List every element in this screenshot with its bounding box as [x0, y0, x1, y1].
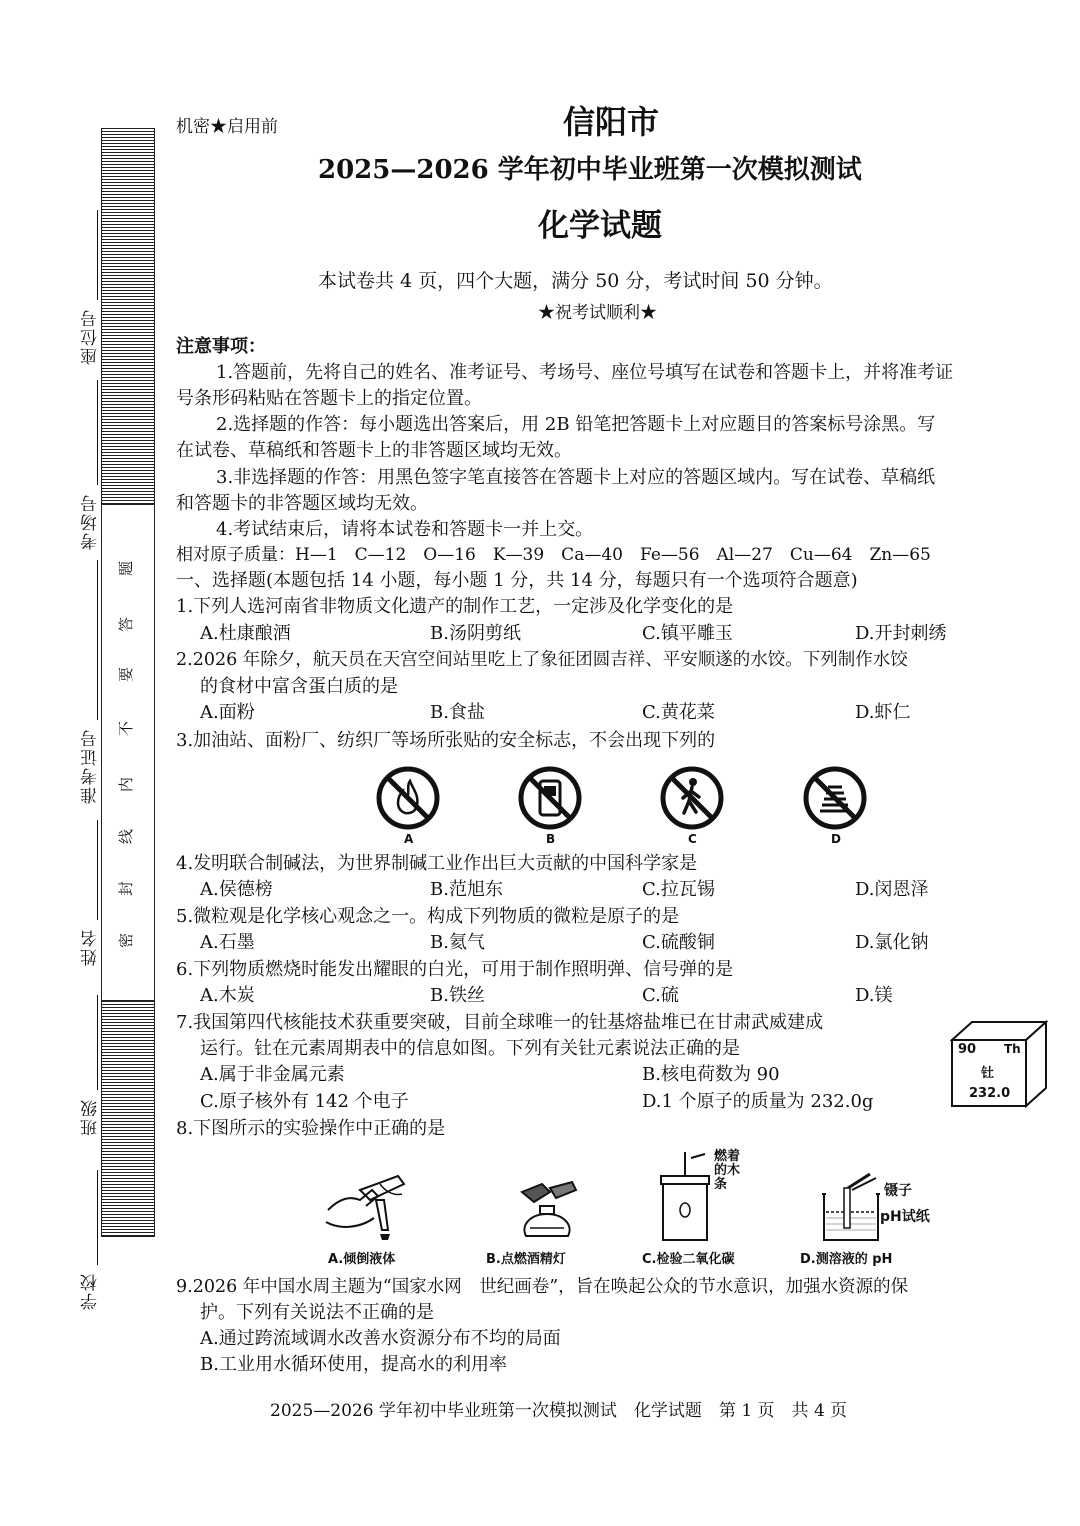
q3-stem: 3.加油站、面粉厂、纺织厂等场所张贴的安全标志，不会出现下列的 — [176, 730, 716, 751]
exam-room-label: 考场号 — [81, 493, 101, 550]
co2-test-icon — [655, 1150, 715, 1242]
name-label: 姓名 — [81, 928, 101, 966]
q6-option-a: A.木炭 — [200, 985, 255, 1006]
q8-caption-d: D.测溶液的 pH — [800, 1252, 893, 1267]
seat-line — [97, 210, 98, 300]
q7-option-c: C.原子核外有 142 个电子 — [200, 1091, 409, 1112]
q5-option-d: D.氯化钠 — [855, 932, 929, 953]
exam-info: 本试卷共 4 页，四个大题，满分 50 分，考试时间 50 分钟。 — [318, 270, 833, 292]
subject-title: 化学试题 — [538, 208, 662, 244]
q3-label-c: C — [688, 832, 697, 846]
q8-caption-a: A.倾倒液体 — [328, 1252, 396, 1267]
q1-option-a: A.杜康酿酒 — [200, 623, 291, 644]
section-1-title: 一、选择题(本题包括 14 小题，每小题 1 分，共 14 分，每题只有一个选项符合题意) — [176, 570, 858, 591]
element-mass: 232.0 — [969, 1086, 1011, 1101]
room-line — [97, 380, 98, 485]
page-footer: 2025—2026 学年初中毕业班第一次模拟测试 化学试题 第 1 页 共 4 页 — [270, 1401, 848, 1421]
no-fire-sign-icon — [375, 765, 441, 831]
q2-stem-line1: 2.2026 年除夕，航天员在天宫空间站里吃上了象征团圆吉祥、平安顺遂的水饺。下列制作水饺 — [176, 650, 908, 670]
seal-char-5: 不 — [117, 720, 136, 737]
element-symbol: Th — [1004, 1042, 1021, 1056]
q4-option-c: C.拉瓦锡 — [642, 879, 715, 900]
q5-option-c: C.硫酸铜 — [642, 932, 715, 953]
school-line — [97, 1170, 98, 1265]
q8-caption-c: C.检验二氧化碳 — [642, 1252, 735, 1267]
q8-caption-b: B.点燃酒精灯 — [486, 1252, 566, 1267]
q2-stem-line2: 的食材中富含蛋白质的是 — [200, 676, 398, 697]
q7-option-d: D.1 个原子的质量为 232.0g — [642, 1091, 874, 1112]
binding-strip-bottom — [101, 1000, 155, 1237]
q8-stem: 8.下图所示的实验操作中正确的是 — [176, 1118, 446, 1139]
seal-strip — [101, 503, 155, 1000]
q7-stem-line1: 7.我国第四代核能技术获重要突破，目前全球唯一的钍基熔盐堆已在甘肃武威建成 — [176, 1012, 824, 1033]
seal-char-6: 要 — [117, 666, 136, 683]
pour-liquid-icon — [320, 1170, 420, 1242]
notice-title: 注意事项： — [176, 336, 266, 357]
q5-option-a: A.石墨 — [200, 932, 255, 953]
q6-option-b: B.铁丝 — [430, 985, 485, 1006]
q4-option-d: D.闵恩泽 — [855, 879, 929, 900]
q5-option-b: B.氦气 — [430, 932, 485, 953]
notice-item-3a: 3.非选择题的作答：用黑色签字笔直接答在答题卡上对应的答题区域内。写在试卷、草稿纸 — [216, 467, 936, 488]
q1-option-d: D.开封刺绣 — [855, 623, 947, 644]
q6-stem: 6.下列物质燃烧时能发出耀眼的白光，可用于制作照明弹、信号弹的是 — [176, 959, 734, 980]
no-stacking-sign-icon — [802, 765, 868, 831]
q1-option-c: C.镇平雕玉 — [642, 623, 733, 644]
q9-option-a: A.通过跨流域调水改善水资源分布不均的局面 — [200, 1328, 561, 1349]
no-pedestrian-sign-icon — [659, 765, 725, 831]
q6-option-c: C.硫 — [642, 985, 679, 1006]
notice-item-4: 4.考试结束后，请将本试卷和答题卡一并上交。 — [216, 519, 594, 540]
notice-item-1a: 1.答题前，先将自己的姓名、准考证号、考场号、座位号填写在试卷和答题卡上，并将准考证 — [216, 362, 954, 383]
city-title: 信阳市 — [563, 103, 660, 141]
q7-stem-line2: 运行。钍在元素周期表中的信息如图。下列有关钍元素说法正确的是 — [200, 1038, 740, 1059]
q2-option-d: D.虾仁 — [855, 702, 911, 723]
wish-line: ★祝考试顺利★ — [538, 303, 657, 323]
q4-option-a: A.侯德榜 — [200, 879, 273, 900]
q9-stem-line2: 护。下列有关说法不正确的是 — [200, 1302, 434, 1323]
burning-stick-annotation: 燃着的木条 — [714, 1149, 741, 1192]
q5-stem: 5.微粒观是化学核心观念之一。构成下列物质的微粒是原子的是 — [176, 906, 680, 927]
element-name: 钍 — [981, 1066, 995, 1081]
seal-char-4: 内 — [117, 776, 136, 793]
tweezers-annotation: 镊子 — [884, 1183, 912, 1199]
exam-title: 2025—2026 学年初中毕业班第一次模拟测试 — [318, 155, 862, 185]
ticket-line — [97, 560, 98, 720]
q2-option-c: C.黄花菜 — [642, 702, 715, 723]
q9-stem-line1: 9.2026 年中国水周主题为“国家水网 世纪画卷”，旨在唤起公众的节水意识，加强水资源的保 — [176, 1277, 909, 1297]
seal-char-3: 线 — [117, 828, 136, 845]
no-phone-sign-icon — [517, 765, 583, 831]
seal-char-7: 答 — [117, 616, 136, 633]
q4-option-b: B.范旭东 — [430, 879, 503, 900]
seal-char-8: 题 — [117, 560, 136, 577]
class-line — [97, 995, 98, 1090]
q4-stem: 4.发明联合制碱法，为世界制碱工业作出巨大贡献的中国科学家是 — [176, 853, 698, 874]
q2-option-a: A.面粉 — [200, 702, 255, 723]
seal-char-2: 封 — [117, 880, 136, 897]
alcohol-lamp-icon — [512, 1178, 582, 1244]
binding-strip-top — [101, 128, 155, 505]
seal-char-1: 密 — [117, 932, 136, 949]
q7-option-b: B.核电荷数为 90 — [642, 1064, 780, 1085]
ph-test-icon — [818, 1172, 888, 1244]
q3-label-d: D — [831, 832, 841, 846]
q7-option-a: A.属于非金属元素 — [200, 1064, 345, 1085]
ph-paper-annotation: pH试纸 — [880, 1209, 930, 1225]
q6-option-d: D.镁 — [855, 985, 893, 1006]
school-label: 学校 — [81, 1272, 101, 1310]
class-label: 班级 — [81, 1098, 101, 1136]
element-atomic-number: 90 — [958, 1042, 977, 1057]
atomic-mass-line: 相对原子质量：H—1 C—12 O—16 K—39 Ca—40 Fe—56 Al—27 Cu—64 Zn—65 — [176, 545, 931, 565]
seat-number-label: 座位号 — [81, 308, 101, 365]
notice-item-2b: 在试卷、草稿纸和答题卡上的非答题区域均无效。 — [176, 440, 572, 461]
q1-option-b: B.汤阴剪纸 — [430, 623, 521, 644]
notice-item-3b: 和答题卡的非答题区域均无效。 — [176, 493, 428, 514]
name-line — [97, 820, 98, 920]
q9-option-b: B.工业用水循环使用，提高水的利用率 — [200, 1354, 507, 1375]
q2-option-b: B.食盐 — [430, 702, 485, 723]
q3-label-a: A — [404, 832, 414, 846]
notice-item-1b: 号条形码粘贴在答题卡上的指定位置。 — [176, 388, 482, 409]
ticket-number-label: 准考证号 — [81, 728, 101, 804]
q3-label-b: B — [546, 832, 556, 846]
q1-stem: 1.下列人选河南省非物质文化遗产的制作工艺，一定涉及化学变化的是 — [176, 596, 734, 617]
notice-item-2a: 2.选择题的作答：每小题选出答案后，用 2B 铅笔把答题卡上对应题目的答案标号涂黑。写 — [216, 414, 936, 435]
confidential-mark: 机密★启用前 — [176, 117, 278, 137]
